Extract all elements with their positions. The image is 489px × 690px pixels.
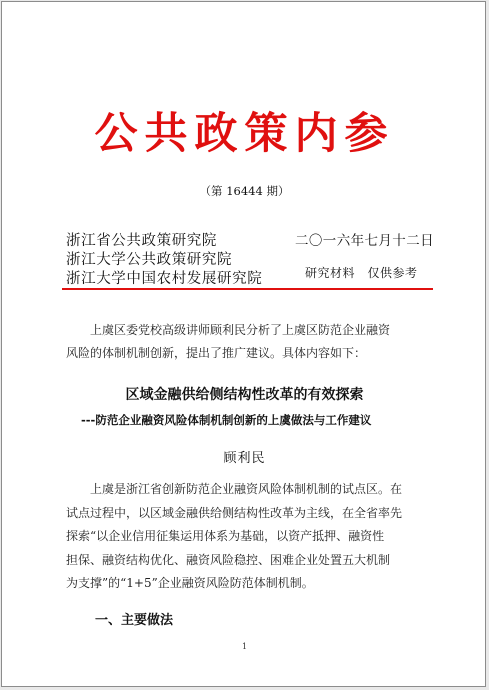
intro-line-1: 上虞区委党校高级讲师顾利民分析了上虞区防范企业融资 [90, 323, 391, 337]
issue-number: （第 16444 期） [199, 184, 290, 198]
intro-line-2: 风险的体制机制创新，提出了推广建议。具体内容如下： [66, 346, 367, 360]
article-subtitle: ---防范企业融资风险体制机制创新的上虞做法与工作建议 [81, 413, 372, 427]
body-paragraph [66, 478, 402, 596]
publication-date: 二〇一六年七月十二日 [295, 233, 434, 249]
body-line-2: 试点过程中，以区域金融供给侧结构性改革为主线，在全省率先 [66, 505, 403, 520]
page-number: 1 [241, 642, 248, 651]
body-line-5: 为支撑”的“1+5”企业融资风险防范体制机制。 [66, 576, 314, 590]
org-name-2: 浙江大学公共政策研究院 [66, 252, 233, 268]
body-line-1: 上虞是浙江省创新防范企业融资风险体制机制的试点区。在 [90, 482, 403, 496]
section-heading: 一、主要做法 [95, 613, 174, 628]
article-title: 区域金融供给侧结构性改革的有效探索 [125, 387, 364, 403]
article-author: 顾利民 [223, 451, 266, 466]
intro-paragraph [66, 319, 434, 365]
masthead-title: 公共政策内参 [94, 109, 395, 159]
document-page [1, 1, 486, 687]
circulation-note: 研究材料 仅供参考 [305, 266, 418, 280]
org-name-1: 浙江省公共政策研究院 [66, 233, 217, 249]
header-divider [62, 288, 433, 290]
org-name-3: 浙江大学中国农村发展研究院 [66, 271, 263, 287]
body-line-3: 探索“以企业信用征集运用体系为基础，以资产抵押、融资性 [66, 529, 385, 543]
body-line-4: 担保、融资结构优化、融资风险稳控、困难企业处置五大机制 [66, 552, 391, 567]
